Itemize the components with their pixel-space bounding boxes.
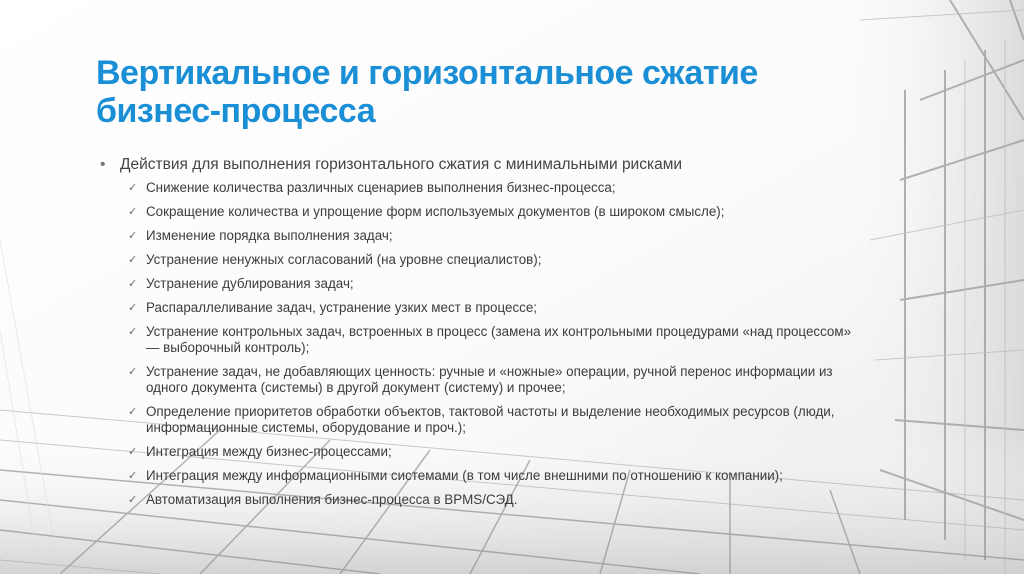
slide-content [100,156,860,516]
checklist-item [128,204,860,220]
checklist-item-text: Устранение ненужных согласований (на уровне специалистов); [146,252,542,267]
checkmark-icon: ✓ [128,326,138,338]
title-line-1: Вертикальное и горизонтальное сжатие [96,54,758,92]
checkmark-icon: ✓ [128,182,138,194]
checklist-item [128,180,860,196]
checklist-item-text: Снижение количества различных сценариев выполнения бизнес-процесса; [146,180,616,195]
main-bullet [100,156,860,174]
checklist-item-text: Изменение порядка выполнения задач; [146,228,393,243]
main-bullet-text: Действия для выполнения горизонтального сжатия с минимальными рисками [120,156,683,173]
checkmark-icon: ✓ [128,366,138,378]
checklist-item [128,444,860,460]
title-line-2: бизнес-процесса [96,92,376,130]
checkmark-icon: ✓ [128,302,138,314]
checklist-item-text: Устранение дублирования задач; [146,276,354,291]
checkmark-icon: ✓ [128,406,138,418]
checklist-item [128,252,860,268]
checklist-item-text: Интеграция между информационными системами (в том числе внешними по отношению к компании); [146,468,783,483]
checklist-item [128,404,860,436]
checklist-item-text: Распараллеливание задач, устранение узких мест в процессе; [146,300,538,315]
checklist [100,180,860,508]
checklist-item-text: Определение приоритетов обработки объектов, тактовой частоты и выделение необходимых ресурсов (люди, информационные системы, оборудование и проч.); [146,404,835,435]
checklist-item-text: Сокращение количества и упрощение форм используемых документов (в широком смысле); [146,204,725,219]
checklist-item [128,364,860,396]
checkmark-icon: ✓ [128,446,138,458]
checklist-item-text: Устранение задач, не добавляющих ценность: ручные и «ножные» операции, ручной перенос информации из одного документа (системы) в другой документ (систему) и прочее; [146,364,833,395]
checklist-item [128,492,860,508]
checklist-item [128,468,860,484]
checklist-item-text: Интеграция между бизнес-процессами; [146,444,392,459]
checklist-item [128,228,860,244]
checklist-item [128,324,860,356]
checkmark-icon: ✓ [128,278,138,290]
slide-title [96,54,856,130]
checkmark-icon: ✓ [128,494,138,506]
checklist-item-text: Автоматизация выполнения бизнес-процесса в BPMS/СЭД. [146,492,518,507]
checklist-item [128,276,860,292]
checklist-item-text: Устранение контрольных задач, встроенных в процесс (замена их контрольными процедурами «над процессом» — выборочный контроль); [146,324,852,355]
checkmark-icon: ✓ [128,470,138,482]
checkmark-icon: ✓ [128,206,138,218]
checkmark-icon: ✓ [128,254,138,266]
bullet-dot-icon: • [100,156,106,173]
checklist-item [128,300,860,316]
checkmark-icon: ✓ [128,230,138,242]
